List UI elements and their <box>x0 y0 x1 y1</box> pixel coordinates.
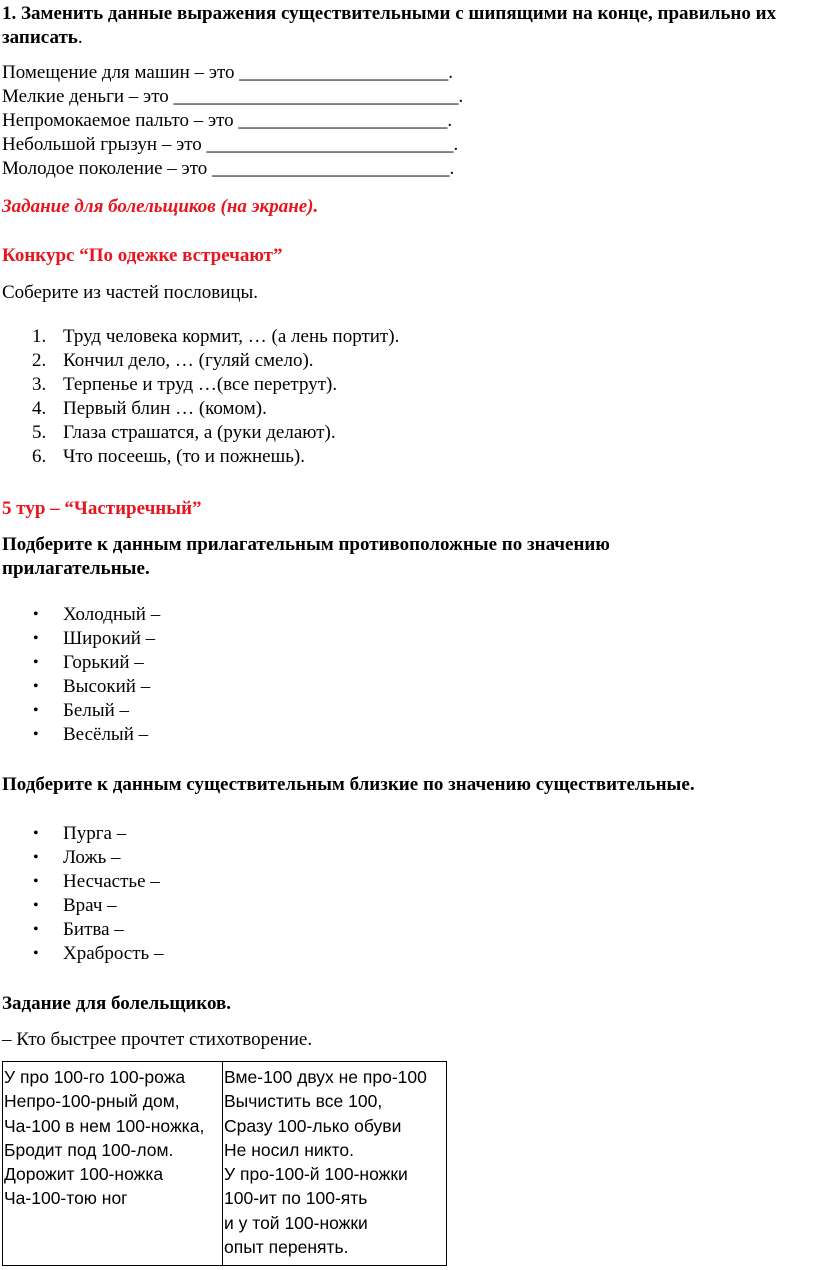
list-item: 1. Труд человека кормит, … (а лень портит). <box>32 326 400 347</box>
list-item: 4. Первый блин … (комом). <box>32 398 267 419</box>
poem-line: У про 100-го 100-рожа <box>4 1067 186 1087</box>
list-item: • Горький – <box>33 652 144 673</box>
fill-line: Помещение для машин – это ______________________. <box>2 62 454 83</box>
list-item: • Весёлый – <box>33 724 149 745</box>
poem-table <box>2 1061 447 1266</box>
poem-line: Непро-100-рный дом, <box>4 1091 180 1112</box>
contest-instruction: Соберите из частей пословицы. <box>2 282 259 303</box>
poem-column-left <box>3 1062 223 1265</box>
poem-line: Вычистить все 100, <box>224 1091 383 1112</box>
list-item: • Холодный – <box>33 604 161 625</box>
adjectives-instruction: Подберите к данным прилагательным противоположные по значению прилагательные. <box>2 534 610 579</box>
list-item: 5. Глаза страшатся, а (руки делают). <box>32 422 336 443</box>
proverbs-list <box>2 325 399 469</box>
fans-task-screen-heading: Задание для болельщиков (на экране). <box>2 196 319 217</box>
nouns-list <box>2 822 163 966</box>
fill-line: Небольшой грызун – это __________________________. <box>2 134 459 155</box>
poem-line: Дорожит 100-ножка <box>4 1164 164 1185</box>
fans-instruction: – Кто быстрее прочтет стихотворение. <box>2 1029 313 1050</box>
poem-line: 100-ит по 100-ять <box>224 1188 368 1209</box>
list-item: • Белый – <box>33 700 130 721</box>
poem-line: и у той 100-ножки <box>224 1212 368 1233</box>
task1-lines <box>2 61 463 181</box>
list-item: • Врач – <box>33 895 117 916</box>
task1-title: 1. Заменить данные выражения существительными с шипящими на конце, правильно их записать. <box>2 3 777 48</box>
contest-title: Конкурс “По одежке встречают” <box>2 245 283 266</box>
poem-line: Ча-100-тою ног <box>4 1188 128 1209</box>
fill-line: Мелкие деньги – это ______________________________. <box>2 86 464 107</box>
poem-line: У про-100-й 100-ножки <box>224 1164 408 1185</box>
list-item: • Пурга – <box>33 823 127 844</box>
list-item: 3. Терпенье и труд …(все перетрут). <box>32 374 338 395</box>
list-item: • Широкий – <box>33 628 156 649</box>
fans-title: Задание для болельщиков. <box>2 993 232 1014</box>
list-item: • Несчастье – <box>33 871 160 892</box>
poem-line: Ча-100 в нем 100-ножка, <box>4 1115 205 1136</box>
poem-line: Бродит под 100-лом. <box>4 1139 174 1160</box>
round5-title: 5 тур – “Частиречный” <box>2 498 202 519</box>
poem-line: опыт перенять. <box>224 1237 349 1258</box>
poem-line: Не носил никто. <box>224 1139 354 1160</box>
fill-line: Непромокаемое пальто – это ______________________. <box>2 110 453 131</box>
poem-line: Сразу 100-лько обуви <box>224 1115 402 1136</box>
adjectives-list <box>2 603 160 747</box>
nouns-instruction: Подберите к данным существительным близкие по значению существительные. <box>2 774 695 795</box>
poem-line: Вме-100 двух не про-100 <box>224 1067 427 1087</box>
poem-column-right <box>223 1062 446 1265</box>
list-item: 2. Кончил дело, … (гуляй смело). <box>32 350 314 371</box>
list-item: • Высокий – <box>33 676 151 697</box>
list-item: 6. Что посеешь, (то и пожнешь). <box>32 446 305 467</box>
fill-line: Молодое поколение – это _________________________. <box>2 158 455 179</box>
list-item: • Храбрость – <box>33 943 164 964</box>
list-item: • Битва – <box>33 919 124 940</box>
list-item: • Ложь – <box>33 847 121 868</box>
